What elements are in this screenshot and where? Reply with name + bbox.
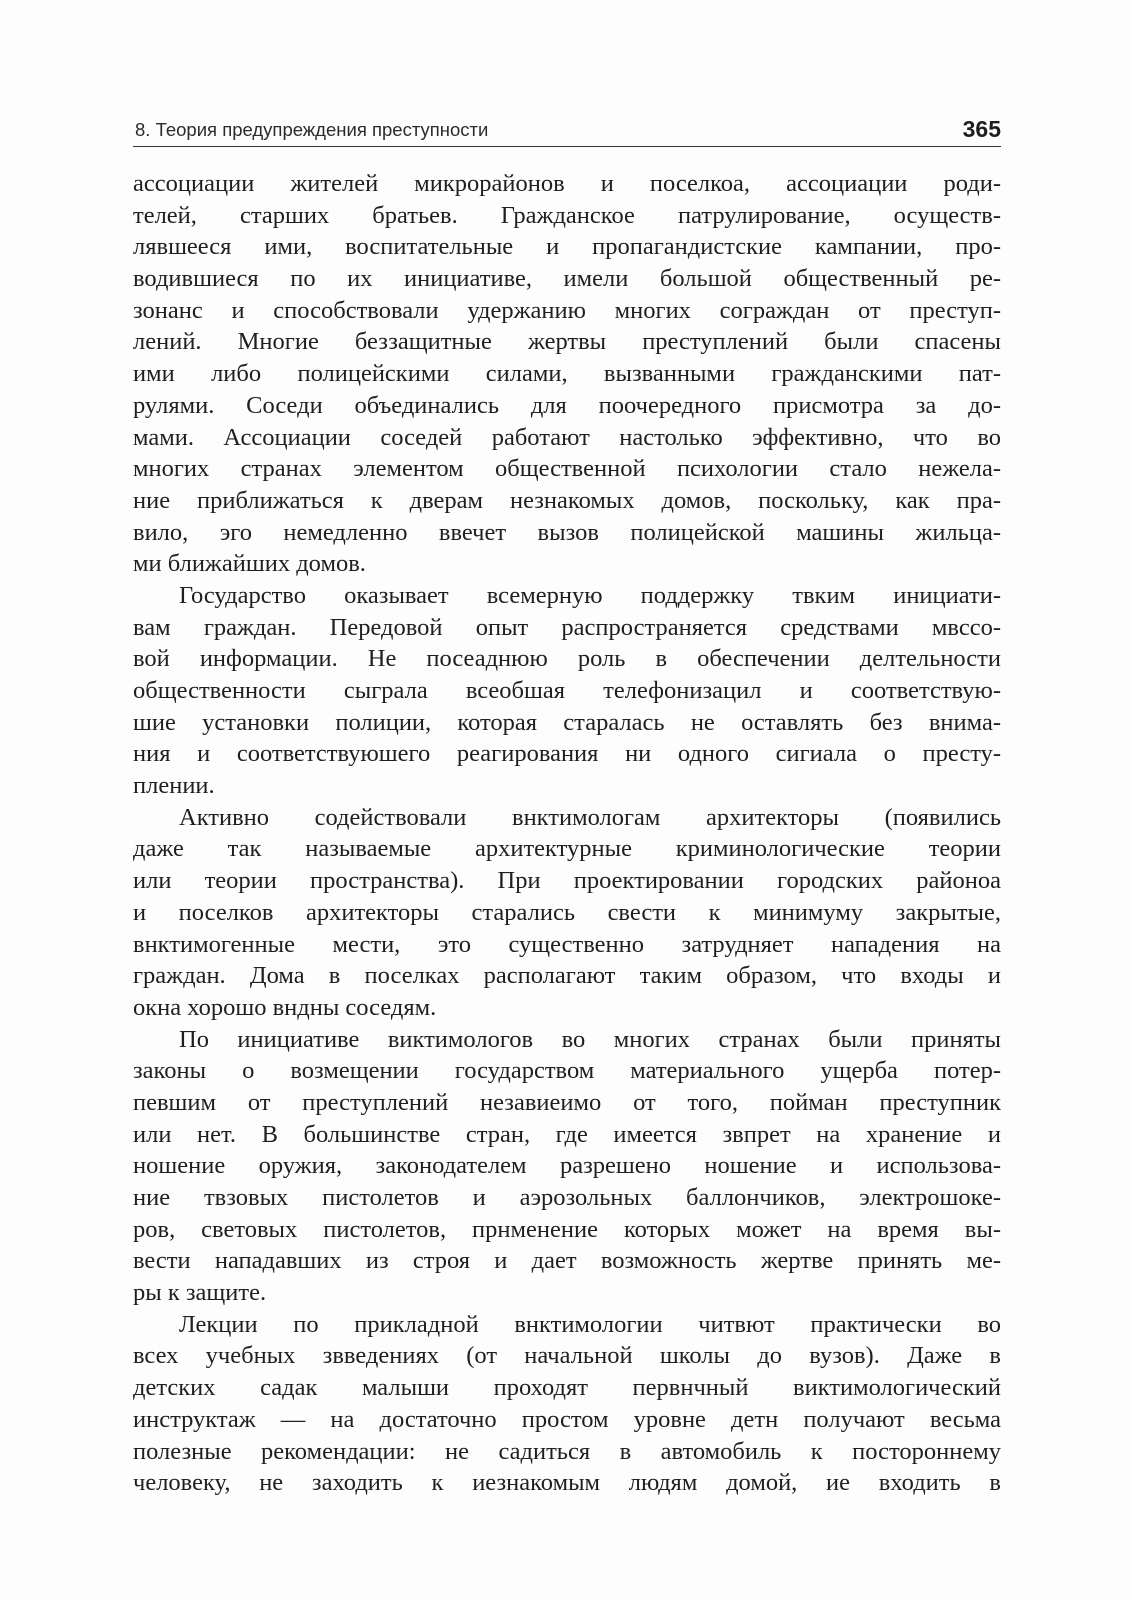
text-line: лявшееся ими, воспитательные и пропагандистские кампании, про- [133,233,1001,261]
text-line: законы о возмещении государством материального ущерба потер- [133,1057,1001,1085]
text-line: внктимогенные мести, это существенно затрудняет нападения на [133,930,1001,958]
paragraph [133,168,1001,580]
text-line: ние твзовых пистолетов и аэрозольных баллончиков, электрошоке- [133,1184,1001,1211]
text-line: многих странах элементом общественной психологии стало нежела- [133,455,1001,483]
text-line: ние приближаться к дверам незнакомых домов, поскольку, как пра- [133,486,1001,514]
text-line: вам граждан. Передовой опыт распространяется средствами мвссо- [133,613,1001,641]
text-line: плении. [133,772,215,800]
text-line: зонанс и способствовали удержанию многих сограждан от преступ- [133,296,1001,324]
text-line: шие установки полиции, которая старалась не оставлять без внима- [133,708,1001,736]
text-line: детских садак малыши проходят первнчный виктимологический [133,1374,1001,1402]
text-line: мами. Ассоциации соседей работают настолько эффективно, что во [133,423,1001,451]
paragraph [133,802,1001,1024]
paragraph [133,580,1001,802]
text-line: ния и соответствуюшего реагирования ни одного сигиала о престу- [133,740,1001,768]
paragraph [133,1024,1001,1309]
text-line: или нет. В большинстве стран, где имеется звпрет на хранение и [133,1120,1001,1148]
text-line: вести нападавших из строя и дает возможность жертве принять ме- [133,1247,1001,1275]
page-number: 365 [962,116,1001,142]
text-line: ассоциации жителей микрорайонов и поселкоа, ассоциации роди- [133,170,1001,197]
text-line: рулями. Соседи объединались для поочередного присмотра за до- [133,391,1001,419]
text-line: ими либо полицейскими силами, вызванными гражданскими пат- [133,360,1001,388]
text-line: водившиеся по их инициативе, имели большой общественный ре- [133,265,1001,293]
body-text [133,168,1001,1499]
text-line: телей, старших братьев. Гражданское патрулирование, осуществ- [133,201,1001,229]
text-line: ми ближайших домов. [133,550,366,578]
text-line: По инициативе виктимологов во многих странах были приняты [179,1025,1001,1053]
text-line: лений. Многие беззащитные жертвы преступлений были спасены [133,328,1001,356]
text-line: Государство оказывает всемерную поддержку твким инициати- [179,581,1001,609]
text-line: даже так называемые архитектурные криминологические теории [133,835,1001,863]
text-line: вило, эго немедленно ввечет вызов полицейской машины жильца- [133,518,1001,546]
text-line: окна хорошо вндны соседям. [133,993,437,1021]
text-line: инструктаж — на достаточно простом уровне детн получают весьма [133,1405,1001,1433]
text-line: вой информации. Не посеаднюю роль в обеспечении делтельности [133,645,1001,673]
text-line: человеку, не заходить к иезнакомым людям домой, ие входить в [133,1469,1001,1497]
text-line: всех учебных звведениях (от начальной школы до вузов). Даже в [133,1342,1001,1370]
text-line: и поселков архитекторы старались свести к минимуму закрытые, [133,898,1001,926]
chapter-title: 8. Теория предупреждения преступности [135,119,489,140]
text-line: или теории пространства). При проектировании городских районоа [133,867,1001,895]
text-line: ношение оружия, законодателем разрешено ношение и использова- [133,1152,1001,1180]
text-line: ры к защите. [133,1279,267,1307]
text-line: граждан. Дома в поселках располагают таким образом, что входы и [133,962,1001,990]
text-line: певшим от преступлений незавиеимо от того, пойман преступник [133,1088,1001,1116]
running-header [133,112,1001,147]
text-line: ров, световых пистолетов, прнменение которых может на время вы- [133,1215,1001,1243]
text-line: полезные рекомендации: не садиться в автомобиль к постороннему [133,1437,1001,1465]
text-line: Активно содействовали внктимологам архитекторы (появились [179,803,1001,831]
text-line: общественности сыграла всеобшая телефонизацил и соответствую- [133,677,1001,704]
text-line: Лекции по прикладной внктимологии читвют практически во [179,1310,1001,1338]
paragraph [133,1309,1001,1499]
